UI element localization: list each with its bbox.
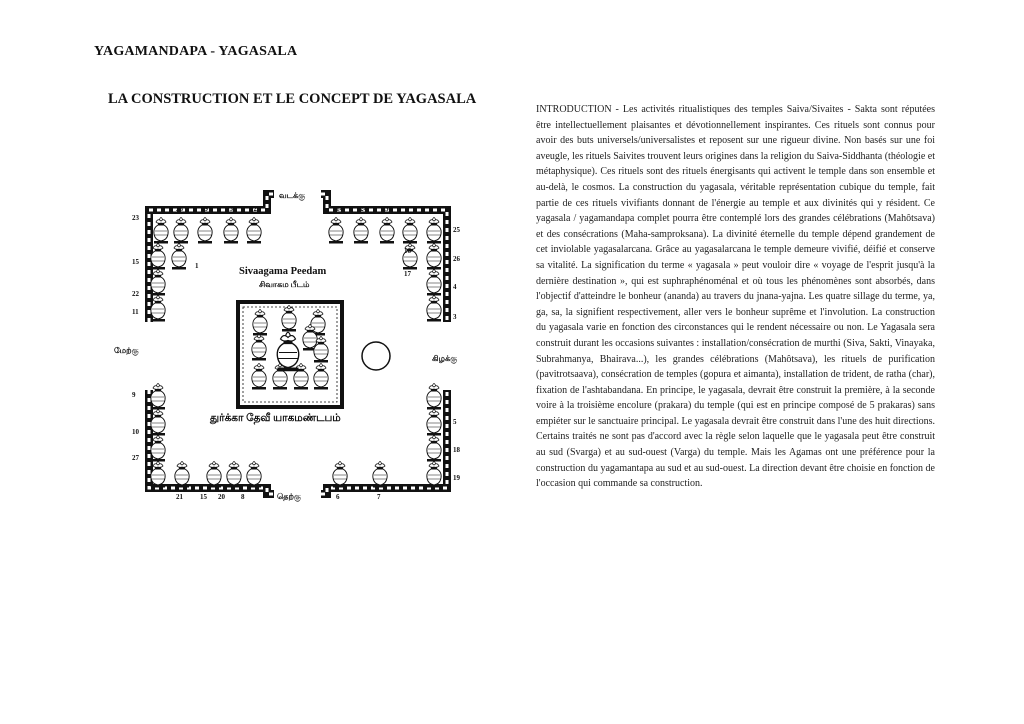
numbers-bottom-right — [336, 493, 381, 501]
svg-text:9: 9 — [132, 391, 136, 399]
svg-text:15: 15 — [200, 493, 207, 501]
svg-text:24: 24 — [360, 205, 367, 213]
introduction-paragraph: INTRODUCTION - Les activités ritualistiques des temples Saiva/Sivaites - Sakta sont réputées être intellectuellement plaisantes et dévotionnellement inspirantes. Ces rituels sont connus pour avoir des buts universels/universalistes et reposent sur une rigueur divine. Non basés sur une foi aveugle, les rituels Saivites trouvent leurs origines dans la religion du Saiva-Siddhanta (théologie et métaphysique). Ces rituels sont des rituels énergisants qui activent le temple dans son ensemble et au-delà, le cosmos. La construction du yagasala, véritable représentation cubique du temple, fait partie de ces rituels vivifiants donnant de l'énergie au temple et aux divinités qui y résident. Ce yagasala / yagamandapa complet pourra être contemplé lors des grandes célébrations (Mahôtsava) et des consécrations (Maha-samproksana). La divinité éternelle du temple dépend grandement de cet inviolable yagasalarcana. Grâce au yagasalarcana le temple demeure vivifié, déifié et conserve sa vitalité. La signification du terme « yagasala » peut vouloir dire « voyage de l'esprit jusqu'à la dernière destination », qui est suphraphénoménal et où tous les phénomènes sont absorbés, dans l'objectif d'atteindre le bonheur (ananda) au travers du jnana-yajna. Les quatre sillage du terme, ya, ga, sa, la signifient respectivement, aller vers le bonheur suprême et l'involution. La construction du yagasala varie en fonction des circonstances qui le rendent nécessaire ou non. Le Yagasala sera construit durant les occasions suivantes : installation/consécration de murthi (Siva, Sakti, Vinayaka, Subrahmanya, Bhairava...), les grandes célébrations (Mahôtsava), les rituels de purification (pavitrotsaava), consécration de temples (gopura et aimanta), installation de trident, de ratha (char), fixation de l'ashtabandana. En principe, le yagasala, devrait être construit la première, à la seconde voire à la troisième encolure (prakara) du temple (qui est en principe composé de 5 prakaras) sans empiéter sur le sanctuaire principal. Le yagasala devrait être construit dans l'une des huit directions. Certains traités ne sont pas d'accord avec la règle selon laquelle que le yagasala peut être construit au sud (Svarga) et au sud-ouest (Varga) du temple. Mais les Agamas ont une préférence pour la construction du yagamantapa au sud et au sud-ouest. La direction devant être choisie en fonction de l'occasion qui commande sa construction. — [536, 104, 935, 490]
svg-text:4: 4 — [453, 283, 457, 291]
svg-text:16: 16 — [404, 247, 411, 255]
svg-text:29: 29 — [201, 205, 208, 213]
svg-text:10: 10 — [132, 428, 139, 436]
kalasa-group-bottom-right — [333, 384, 441, 488]
numbers-bottom-left — [176, 493, 245, 501]
svg-text:25: 25 — [453, 226, 460, 234]
svg-text:30: 30 — [385, 205, 392, 213]
document-header: YAGAMANDAPA - YAGASALA — [94, 44, 298, 59]
svg-text:23: 23 — [132, 214, 139, 222]
wall-dashes — [149, 194, 447, 494]
svg-text:18: 18 — [453, 446, 460, 454]
numbers-left-lower — [132, 391, 140, 462]
svg-text:1: 1 — [195, 262, 199, 270]
svg-text:20: 20 — [218, 493, 225, 501]
center-title: Sivaagama Peedam — [239, 266, 327, 277]
svg-text:17: 17 — [404, 270, 411, 278]
numbers-right-lower — [453, 418, 461, 482]
svg-text:3: 3 — [453, 313, 457, 321]
svg-text:15: 15 — [132, 258, 139, 266]
svg-text:5: 5 — [453, 418, 457, 426]
kalasa-group-top-right — [329, 218, 441, 322]
outer-walls — [149, 194, 447, 494]
south-label: தெற்கு — [277, 492, 301, 501]
numbers-left-upper — [132, 258, 199, 316]
homa-circle — [362, 342, 390, 370]
svg-text:28: 28 — [176, 205, 183, 213]
svg-text:6: 6 — [336, 493, 340, 501]
central-mandapam — [238, 302, 342, 407]
svg-text:11: 11 — [132, 308, 139, 316]
section-title: LA CONSTRUCTION ET LE CONCEPT DE YAGASALA — [108, 91, 477, 107]
svg-text:19: 19 — [453, 474, 460, 482]
svg-text:27: 27 — [132, 454, 139, 462]
svg-text:8: 8 — [241, 493, 245, 501]
svg-text:12: 12 — [250, 205, 257, 213]
north-label: வடக்கு — [279, 191, 306, 200]
east-label: கிழக்கு — [432, 354, 458, 363]
mandapam-label: துர்க்கா தேவீ யாகமண்டபம் — [210, 413, 341, 424]
svg-text:14: 14 — [336, 205, 343, 213]
svg-text:22: 22 — [132, 290, 139, 298]
svg-text:26: 26 — [453, 255, 460, 263]
svg-text:21: 21 — [176, 493, 183, 501]
west-label: மேற்கு — [114, 346, 139, 355]
svg-text:13: 13 — [226, 205, 233, 213]
svg-text:7: 7 — [377, 493, 381, 501]
kalasa-group-bottom-left — [151, 384, 261, 488]
yagasala-diagram — [114, 176, 474, 506]
center-title-tamil: சிவாகம பீடம் — [259, 280, 310, 289]
